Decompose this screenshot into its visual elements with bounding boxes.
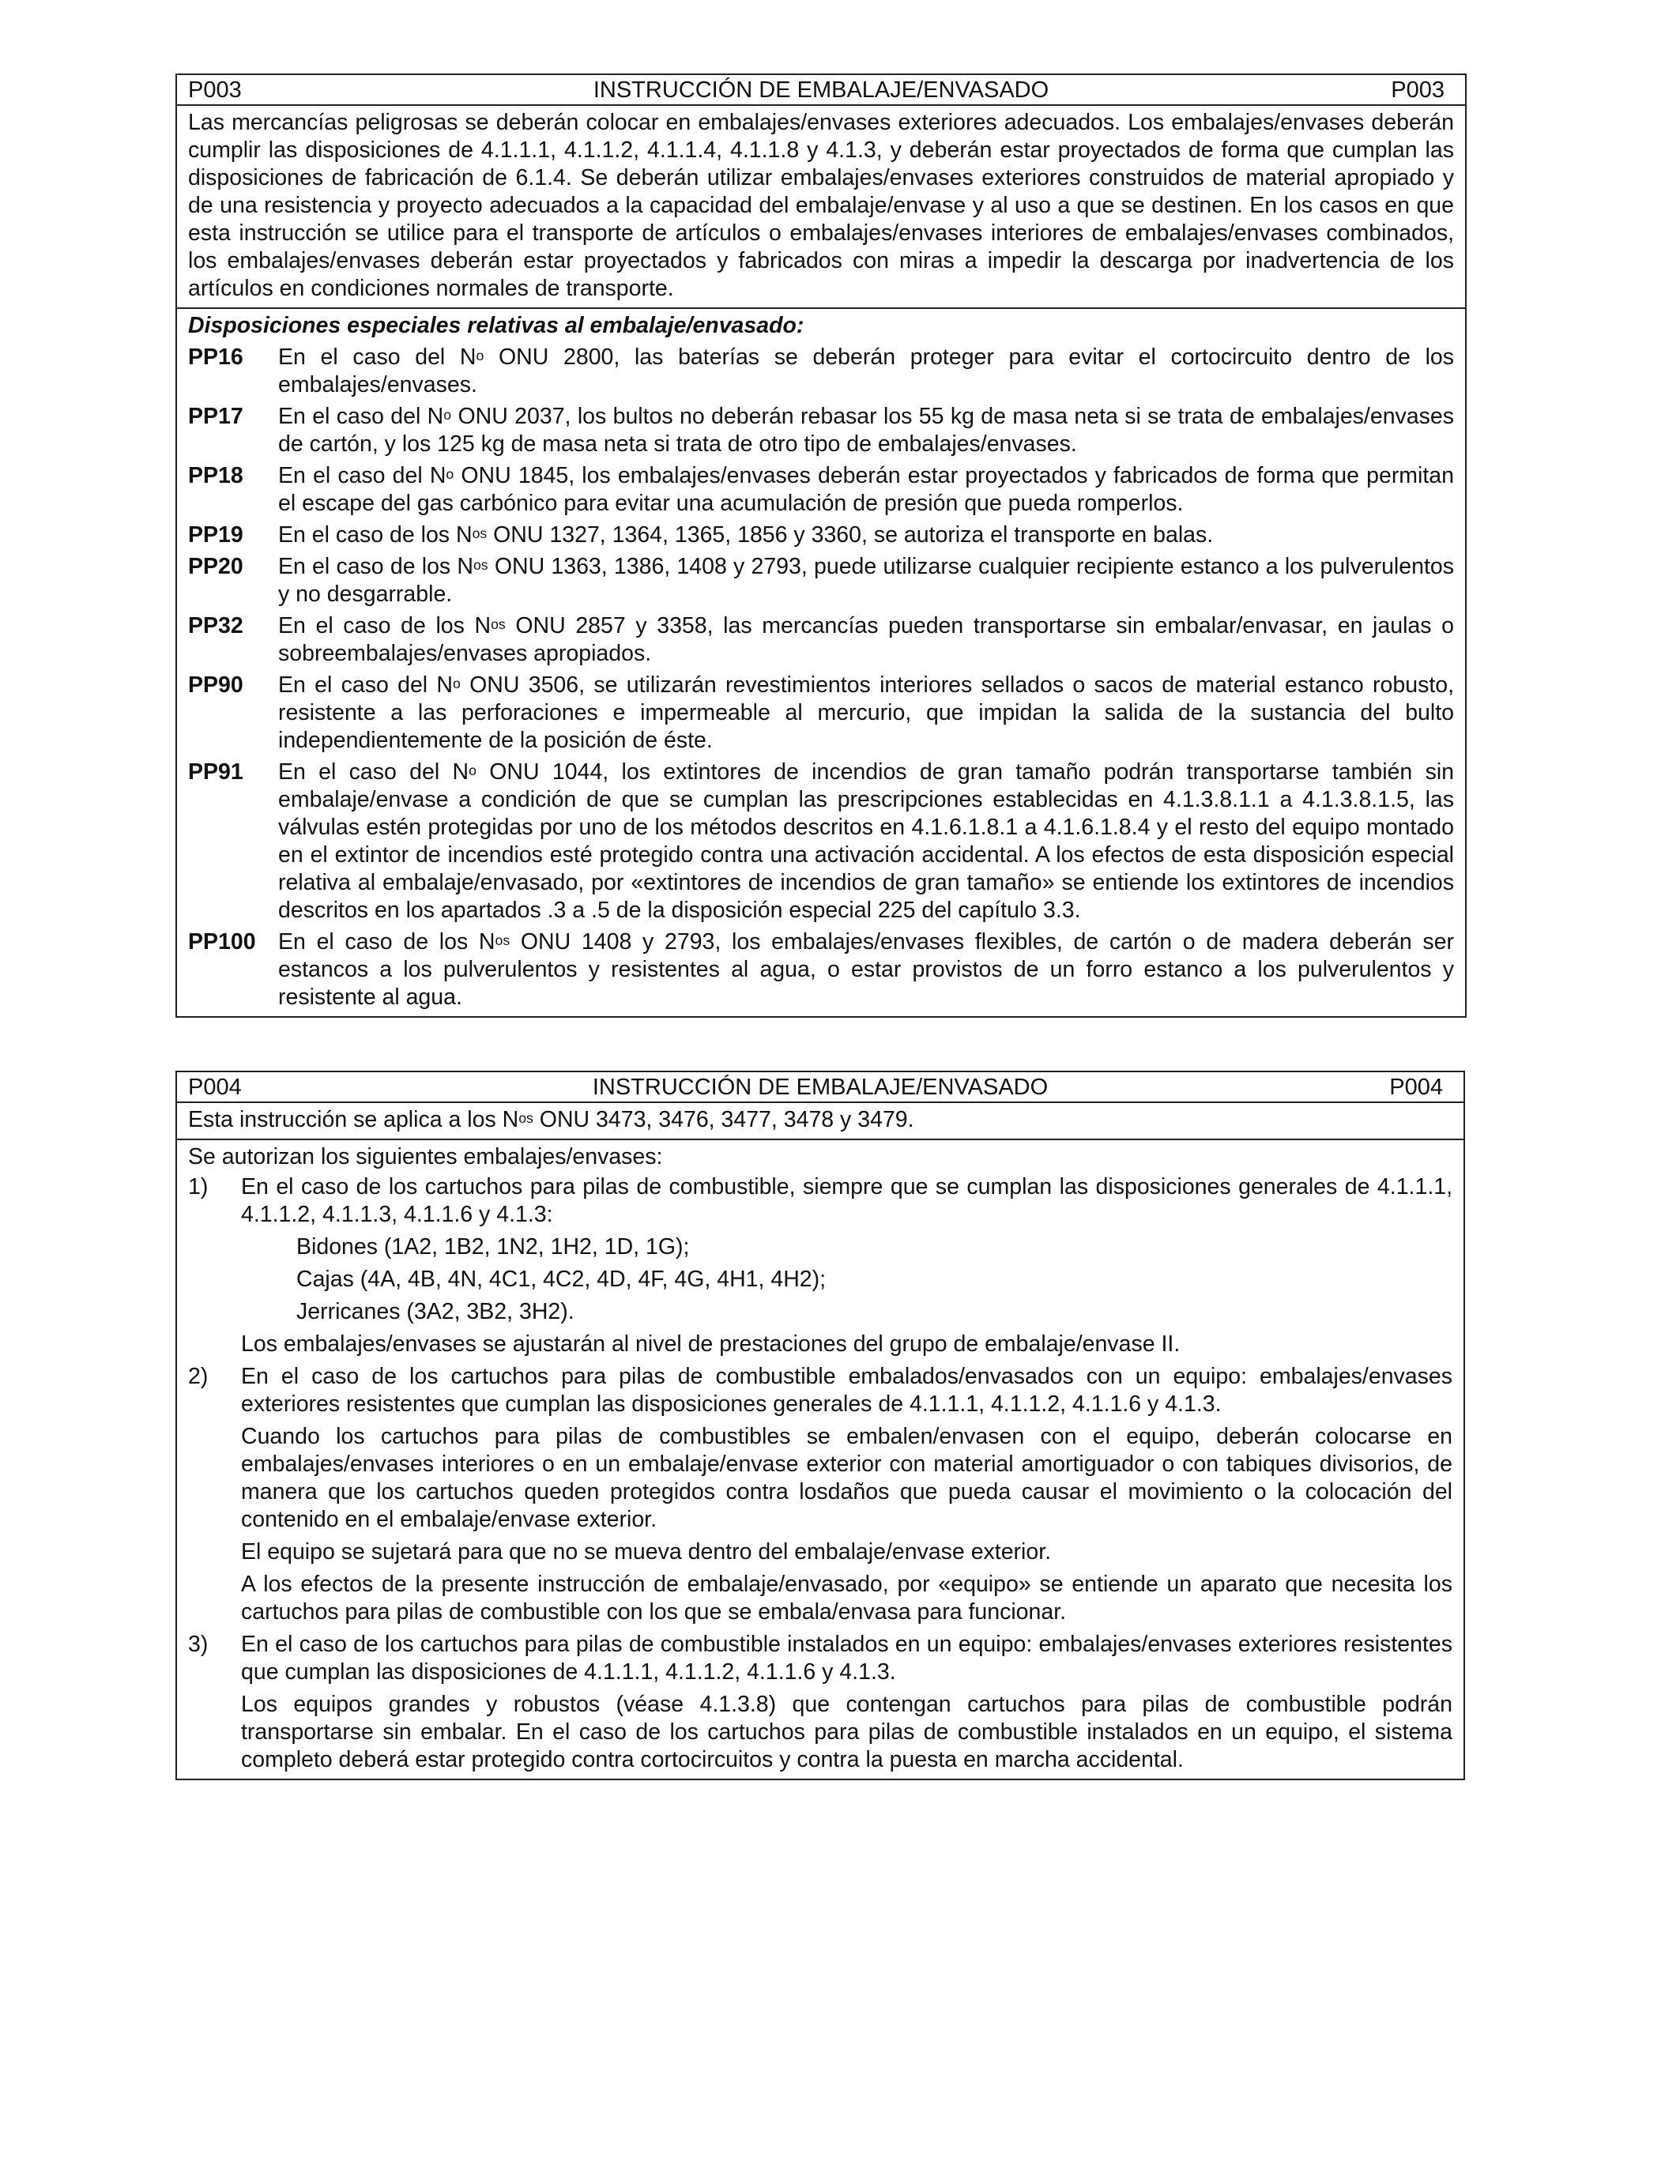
scope-paragraph: Esta instrucción se aplica a los $N^{os}$ ONU 3473, 3476, 3477, 3478 y 3479.	[188, 1107, 914, 1132]
instruction-header	[177, 1072, 1463, 1103]
provision-pp20	[188, 553, 1454, 608]
provision-code: PP32	[188, 613, 243, 638]
item-paragraph: A los efectos de la presente instrucción de embalaje/envasado, por «equipo» se entiende un aparato que necesita los cartuchos para pilas de combustible con los que se embala/envasa para funcionar.	[241, 1572, 1452, 1625]
provision-text: En el caso de los $N^{os}$ ONU 1363, 1386, 1408 y 2793, puede utilizarse cualquier recipiente estanco a los pulverulentos y no desgarrable.	[278, 554, 1454, 607]
list-item-3	[188, 1631, 1452, 1686]
instruction-header	[177, 75, 1465, 106]
instruction-title: INSTRUCCIÓN DE EMBALAJE/ENVASADO	[592, 1075, 1049, 1100]
list-item-1	[188, 1173, 1452, 1229]
provision-pp32	[188, 612, 1454, 668]
provision-code: PP17	[188, 404, 243, 429]
provision-code: PP90	[188, 672, 243, 698]
intro-paragraph: Las mercancías peligrosas se deberán colocar en embalajes/envases exteriores adecuados. Los embalajes/envases deberán cumplir las disposiciones de 4.1.1.1, 4.1.1.2, 4.1.1.4, 4.1.1.8 y 4.1.3, y deberán estar proyectados de forma que cumplan las disposiciones de fabricación de 6.1.4. Se deberán utilizar embalajes/envases exteriores construidos de material apropiado y de una resistencia y proyecto adecuados a la capacidad del embalaje/envase y al uso a que se destinen. En los casos en que esta instrucción se utilice para el transporte de artículos o embalajes/envases interiores de embalajes/envases combinados, los embalajes/envases deberán estar proyectados y fabricados con miras a impedir la descarga por inadvertencia de los artículos en condiciones normales de transporte.	[188, 110, 1454, 301]
provision-code: PP100	[188, 929, 256, 955]
provision-text: En el caso de los $N^{os}$ ONU 2857 y 3358, las mercancías pueden transportarse sin embalar/envasar, en jaulas o sobreembalajes/envases apropiados.	[278, 613, 1454, 666]
provision-pp19	[188, 522, 1454, 549]
provision-code: PP19	[188, 522, 243, 548]
provision-pp91	[188, 759, 1454, 924]
packaging-drums: Bidones (1A2, 1B2, 1N2, 1H2, 1D, 1G);	[296, 1234, 690, 1260]
provision-text: En el caso del $N^o$ ONU 3506, se utilizarán revestimientos interiores sellados o sacos de material estanco robusto, resistente a las perforaciones e impermeable al mercurio, que impidan la salida de la sustancia del bulto independientemente de la posición de éste.	[278, 672, 1455, 753]
authorized-title: Se autorizan los siguientes embalajes/envases:	[188, 1144, 663, 1169]
item-number: 2)	[188, 1364, 209, 1389]
item-note: Los embalajes/envases se ajustarán al nivel de prestaciones del grupo de embalaje/envase II.	[241, 1331, 1181, 1357]
special-provisions	[177, 309, 1465, 1016]
provision-text: En el caso del $N^o$ ONU 1044, los extintores de incendios de gran tamaño podrán transportarse también sin embalaje/envase a condición de que se cumplan las prescripciones establecidas en 4.1.3.8.1.1 a 4.1.3.8.1.5, las válvulas estén protegidas por uno de los métodos descritos en 4.1.6.1.8.1 a 4.1.6.1.8.4 y el resto del equipo montado en el extintor de incendios esté protegido contra una activación accidental. A los efectos de esta disposición especial relativa al embalaje/envasado, por «extintores de incendios de gran tamaño» se entiende los extintores de incendios descritos en los apartados .3 a .5 de la disposición especial 225 del capítulo 3.3.	[278, 759, 1455, 923]
provision-text: En el caso de los $N^{os}$ ONU 1408 y 2793, los embalajes/envases flexibles, de cartón o de madera deberán ser estancos a los pulverulentos y resistentes al agua, o estar provistos de un forro estanco a los pulverulentos y resistente al agua.	[278, 929, 1454, 1010]
item-paragraph: El equipo se sujetará para que no se mueva dentro del embalaje/envase exterior.	[241, 1539, 1052, 1565]
instruction-code-left: P003	[188, 77, 242, 103]
provision-pp17	[188, 403, 1454, 458]
list-item-2	[188, 1363, 1452, 1418]
provision-pp100	[188, 928, 1454, 1011]
instruction-intro	[177, 106, 1465, 309]
provision-pp90	[188, 672, 1454, 755]
provision-pp18	[188, 462, 1454, 518]
instruction-code-right: P003	[1391, 77, 1445, 103]
packaging-boxes: Cajas (4A, 4B, 4N, 4C1, 4C2, 4D, 4F, 4G, 4H1, 4H2);	[296, 1267, 827, 1292]
item-text: En el caso de los cartuchos para pilas de combustible instalados en un equipo: embalajes/envases exteriores resistentes que cumplan las disposiciones de 4.1.1.1, 4.1.1.2, 4.1.1.6 y 4.1.3.	[241, 1632, 1452, 1685]
item-text: En el caso de los cartuchos para pilas de combustible embalados/envasados con un equipo: embalajes/envases exteriores resistentes que cumplan las disposiciones generales de 4.1.1.1, 4.1.1.2, 4.1.1.6 y 4.1.3.	[241, 1364, 1452, 1417]
packing-instruction-p003	[175, 73, 1467, 1018]
provision-text: En el caso del $N^o$ ONU 2037, los bultos no deberán rebasar los 55 kg de masa neta si se trata de embalajes/envases de cartón, y los 125 kg de masa neta si trata de otro tipo de embalajes/envases.	[278, 404, 1455, 457]
provision-text: En el caso del $N^o$ ONU 2800, las baterías se deberán proteger para evitar el cortocircuito dentro de los embalajes/envases.	[278, 345, 1454, 397]
provision-text: En el caso de los $N^{os}$ ONU 1327, 1364, 1365, 1856 y 3360, se autoriza el transporte en balas.	[278, 522, 1214, 548]
provision-pp16	[188, 344, 1454, 399]
provision-code: PP20	[188, 554, 243, 579]
provision-code: PP91	[188, 759, 243, 785]
item-number: 1)	[188, 1174, 209, 1199]
instruction-title: INSTRUCCIÓN DE EMBALAJE/ENVASADO	[593, 77, 1049, 103]
packing-instruction-p004	[175, 1071, 1465, 1780]
authorized-packagings	[177, 1140, 1463, 1779]
instruction-code-left: P004	[188, 1075, 242, 1100]
provision-code: PP16	[188, 345, 243, 370]
instruction-code-right: P004	[1389, 1075, 1443, 1100]
special-provisions-title: Disposiciones especiales relativas al embalaje/envasado:	[188, 313, 804, 338]
provision-text: En el caso del $N^o$ ONU 1845, los embalajes/envases deberán estar proyectados y fabricados de forma que permitan el escape del gas carbónico para evitar una acumulación de presión que pueda romperlos.	[278, 463, 1455, 516]
packaging-jerricans: Jerricanes (3A2, 3B2, 3H2).	[296, 1299, 574, 1324]
instruction-scope	[177, 1103, 1463, 1140]
item-number: 3)	[188, 1632, 209, 1657]
item-text: En el caso de los cartuchos para pilas de combustible, siempre que se cumplan las disposiciones generales de 4.1.1.1, 4.1.1.2, 4.1.1.3, 4.1.1.6 y 4.1.3:	[241, 1174, 1452, 1227]
item-paragraph: Los equipos grandes y robustos (véase 4.1.3.8) que contengan cartuchos para pilas de combustible podrán transportarse sin embalar. En el caso de los cartuchos para pilas de combustible instalados en un equipo, el sistema completo deberá estar protegido contra cortocircuitos y contra la puesta en marcha accidental.	[241, 1692, 1452, 1772]
item-paragraph: Cuando los cartuchos para pilas de combustibles se embalen/envasen con el equipo, deberán colocarse en embalajes/envases interiores o en un embalaje/envase exterior con material amortiguador o con tabiques divisorios, de manera que los cartuchos queden protegidos contra losdaños que pueda causar el movimiento o la colocación del contenido en el embalaje/envase exterior.	[241, 1424, 1452, 1532]
provision-code: PP18	[188, 463, 243, 488]
